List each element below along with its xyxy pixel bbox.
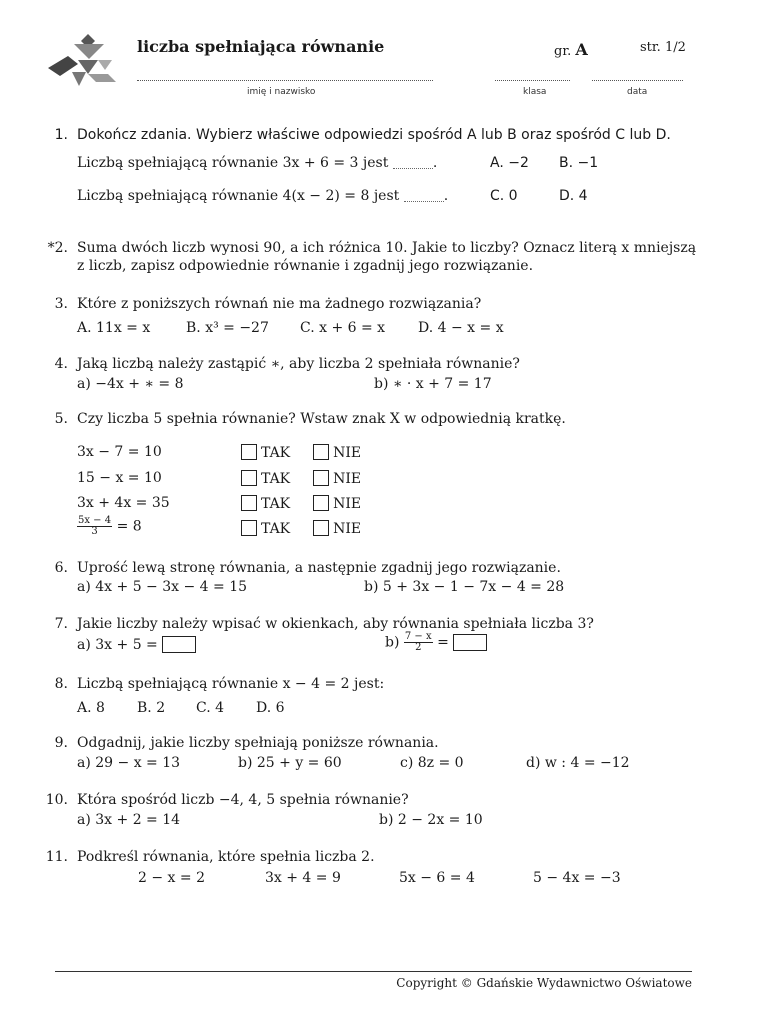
q6-b: b) 5 + 3x − 1 − 7x − 4 = 28 bbox=[364, 579, 565, 595]
q1-answer-blank-2[interactable] bbox=[404, 201, 444, 202]
q1-line1-text: Liczbą spełniającą równanie 3x + 6 = 3 jest bbox=[77, 155, 389, 171]
q1-line2: Liczbą spełniającą równanie 4(x − 2) = 8 jest . bbox=[77, 188, 449, 204]
q3-option-b[interactable]: B. x³ = −27 bbox=[186, 320, 269, 336]
q7-a-text: a) 3x + 5 = bbox=[77, 637, 158, 653]
q1-answer-blank-1[interactable] bbox=[393, 168, 433, 169]
q6-a: a) 4x + 5 − 3x − 4 = 15 bbox=[77, 579, 248, 595]
q1-option-b[interactable]: B. −1 bbox=[559, 155, 599, 171]
q5-text: Czy liczba 5 spełnia równanie? Wstaw znak X w odpowiednią kratkę. bbox=[77, 411, 566, 427]
q1-option-a[interactable]: A. −2 bbox=[490, 155, 529, 171]
q8-option-c[interactable]: C. 4 bbox=[196, 700, 225, 716]
q4-text: Jaką liczbą należy zastąpić ∗, aby liczba 2 spełniała równanie? bbox=[77, 356, 520, 372]
q11-equation-3[interactable]: 5x − 6 = 4 bbox=[399, 870, 475, 886]
q4-a: a) −4x + ∗ = 8 bbox=[77, 376, 184, 392]
worksheet-title: liczba spełniająca równanie bbox=[137, 37, 385, 56]
q5-equation-3: 3x + 4x = 35 bbox=[77, 495, 170, 511]
q10-a: a) 3x + 2 = 14 bbox=[77, 812, 181, 828]
q8-option-b[interactable]: B. 2 bbox=[137, 700, 166, 716]
q5-no-checkbox-3[interactable] bbox=[313, 495, 329, 511]
q5-eq4-rhs: = 8 bbox=[116, 518, 142, 535]
q2-line1: Suma dwóch liczb wynosi 90, a ich różnica 10. Jakie to liczby? Oznacz literą x mniejszą bbox=[77, 240, 697, 256]
q5-row-3 bbox=[241, 495, 361, 512]
tangram-logo bbox=[48, 34, 116, 86]
class-field[interactable] bbox=[495, 80, 570, 81]
footer-divider bbox=[55, 971, 692, 972]
q5-equation-1: 3x − 7 = 10 bbox=[77, 444, 162, 460]
q5-yes-checkbox-4[interactable] bbox=[241, 520, 257, 536]
q3-option-c[interactable]: C. x + 6 = x bbox=[300, 320, 386, 336]
q7-b-prefix: b) bbox=[385, 634, 400, 651]
q1-option-d[interactable]: D. 4 bbox=[559, 188, 588, 204]
q7-text: Jakie liczby należy wpisać w okienkach, aby równania spełniała liczba 3? bbox=[77, 616, 594, 632]
q5-yes-checkbox-2[interactable] bbox=[241, 470, 257, 486]
q10-b: b) 2 − 2x = 10 bbox=[379, 812, 483, 828]
q5-yes-label-4: TAK bbox=[261, 521, 291, 537]
q7-a-answer-box[interactable] bbox=[162, 636, 196, 653]
q9-b: b) 25 + y = 60 bbox=[238, 755, 342, 771]
q3-text: Które z poniższych równań nie ma żadnego rozwiązania? bbox=[77, 296, 482, 312]
copyright-notice: Copyright © Gdańskie Wydawnictwo Oświatowe bbox=[396, 976, 692, 990]
q7-b-fraction bbox=[404, 632, 433, 653]
q9-text: Odgadnij, jakie liczby spełniają poniższe równania. bbox=[77, 735, 439, 751]
q2-number: *2. bbox=[47, 240, 68, 256]
q5-no-checkbox-1[interactable] bbox=[313, 444, 329, 460]
q6-text: Uprość lewą stronę równania, a następnie zgadnij jego rozwiązanie. bbox=[77, 560, 561, 576]
q5-row-2 bbox=[241, 470, 361, 487]
q11-number: 11. bbox=[45, 849, 68, 865]
group-label bbox=[554, 40, 588, 59]
q1-number: 1. bbox=[54, 127, 68, 143]
date-field[interactable] bbox=[592, 80, 683, 81]
name-field[interactable] bbox=[137, 80, 433, 81]
q11-equation-2[interactable]: 3x + 4 = 9 bbox=[265, 870, 341, 886]
q7-number: 7. bbox=[54, 616, 68, 632]
q5-yes-checkbox-1[interactable] bbox=[241, 444, 257, 460]
q5-row-1 bbox=[241, 444, 361, 461]
q2-line2: z liczb, zapisz odpowiednie równanie i zgadnij jego rozwiązanie. bbox=[77, 258, 534, 274]
q4-number: 4. bbox=[54, 356, 68, 372]
q5-yes-label-1: TAK bbox=[261, 445, 291, 461]
q10-text: Która spośród liczb −4, 4, 5 spełnia równanie? bbox=[77, 792, 409, 808]
q1-text: Dokończ zdania. Wybierz właściwe odpowiedzi spośród A lub B oraz spośród C lub D. bbox=[77, 127, 671, 143]
q8-option-a[interactable]: A. 8 bbox=[77, 700, 105, 716]
date-field-label: data bbox=[627, 87, 648, 97]
q9-c: c) 8z = 0 bbox=[400, 755, 464, 771]
q5-number: 5. bbox=[54, 411, 68, 427]
q5-no-label-4: NIE bbox=[333, 521, 362, 537]
q5-no-checkbox-4[interactable] bbox=[313, 520, 329, 536]
q7-b-equals: = bbox=[437, 634, 449, 651]
q7-b-numerator: 7 − x bbox=[404, 631, 432, 642]
q8-text: Liczbą spełniającą równanie x − 4 = 2 jest: bbox=[77, 676, 385, 692]
q5-row-4 bbox=[241, 520, 361, 537]
q5-equation-2: 15 − x = 10 bbox=[77, 470, 162, 486]
page-number: str. 1/2 bbox=[640, 40, 686, 55]
q5-no-checkbox-2[interactable] bbox=[313, 470, 329, 486]
q9-d: d) w : 4 = −12 bbox=[526, 755, 630, 771]
q5-no-label-1: NIE bbox=[333, 445, 362, 461]
group-prefix: gr. bbox=[554, 44, 572, 59]
group-letter: A bbox=[575, 40, 588, 59]
q5-yes-label-3: TAK bbox=[261, 496, 291, 512]
q8-number: 8. bbox=[54, 676, 68, 692]
q5-equation-4-fraction bbox=[77, 516, 112, 537]
q9-a: a) 29 − x = 13 bbox=[77, 755, 181, 771]
q5-eq4-denominator: 3 bbox=[91, 526, 98, 537]
q6-number: 6. bbox=[54, 560, 68, 576]
q7-b-answer-box[interactable] bbox=[453, 634, 487, 651]
q5-eq4-numerator: 5x − 4 bbox=[78, 515, 112, 526]
q7-b bbox=[385, 632, 487, 653]
class-field-label: klasa bbox=[523, 87, 547, 97]
q3-option-d[interactable]: D. 4 − x = x bbox=[418, 320, 504, 336]
q5-no-label-3: NIE bbox=[333, 496, 362, 512]
q5-no-label-2: NIE bbox=[333, 471, 362, 487]
q11-text: Podkreśl równania, które spełnia liczba 2. bbox=[77, 849, 375, 865]
q3-option-a[interactable]: A. 11x = x bbox=[77, 320, 151, 336]
name-field-label: imię i nazwisko bbox=[247, 87, 316, 97]
q7-b-denominator: 2 bbox=[415, 642, 422, 653]
q1-option-c[interactable]: C. 0 bbox=[490, 188, 518, 204]
q9-number: 9. bbox=[54, 735, 68, 751]
q3-number: 3. bbox=[54, 296, 68, 312]
q5-yes-checkbox-3[interactable] bbox=[241, 495, 257, 511]
q4-b: b) ∗ · x + 7 = 17 bbox=[374, 376, 492, 392]
q11-equation-1[interactable]: 2 − x = 2 bbox=[138, 870, 205, 886]
q5-equation-4 bbox=[77, 516, 142, 537]
q5-yes-label-2: TAK bbox=[261, 471, 291, 487]
q7-a bbox=[77, 636, 196, 653]
q1-line2-text: Liczbą spełniającą równanie 4(x − 2) = 8 jest bbox=[77, 188, 400, 204]
q10-number: 10. bbox=[45, 792, 68, 808]
q1-line1: Liczbą spełniającą równanie 3x + 6 = 3 jest . bbox=[77, 155, 438, 171]
q11-equation-4[interactable]: 5 − 4x = −3 bbox=[533, 870, 621, 886]
q8-option-d[interactable]: D. 6 bbox=[256, 700, 285, 716]
